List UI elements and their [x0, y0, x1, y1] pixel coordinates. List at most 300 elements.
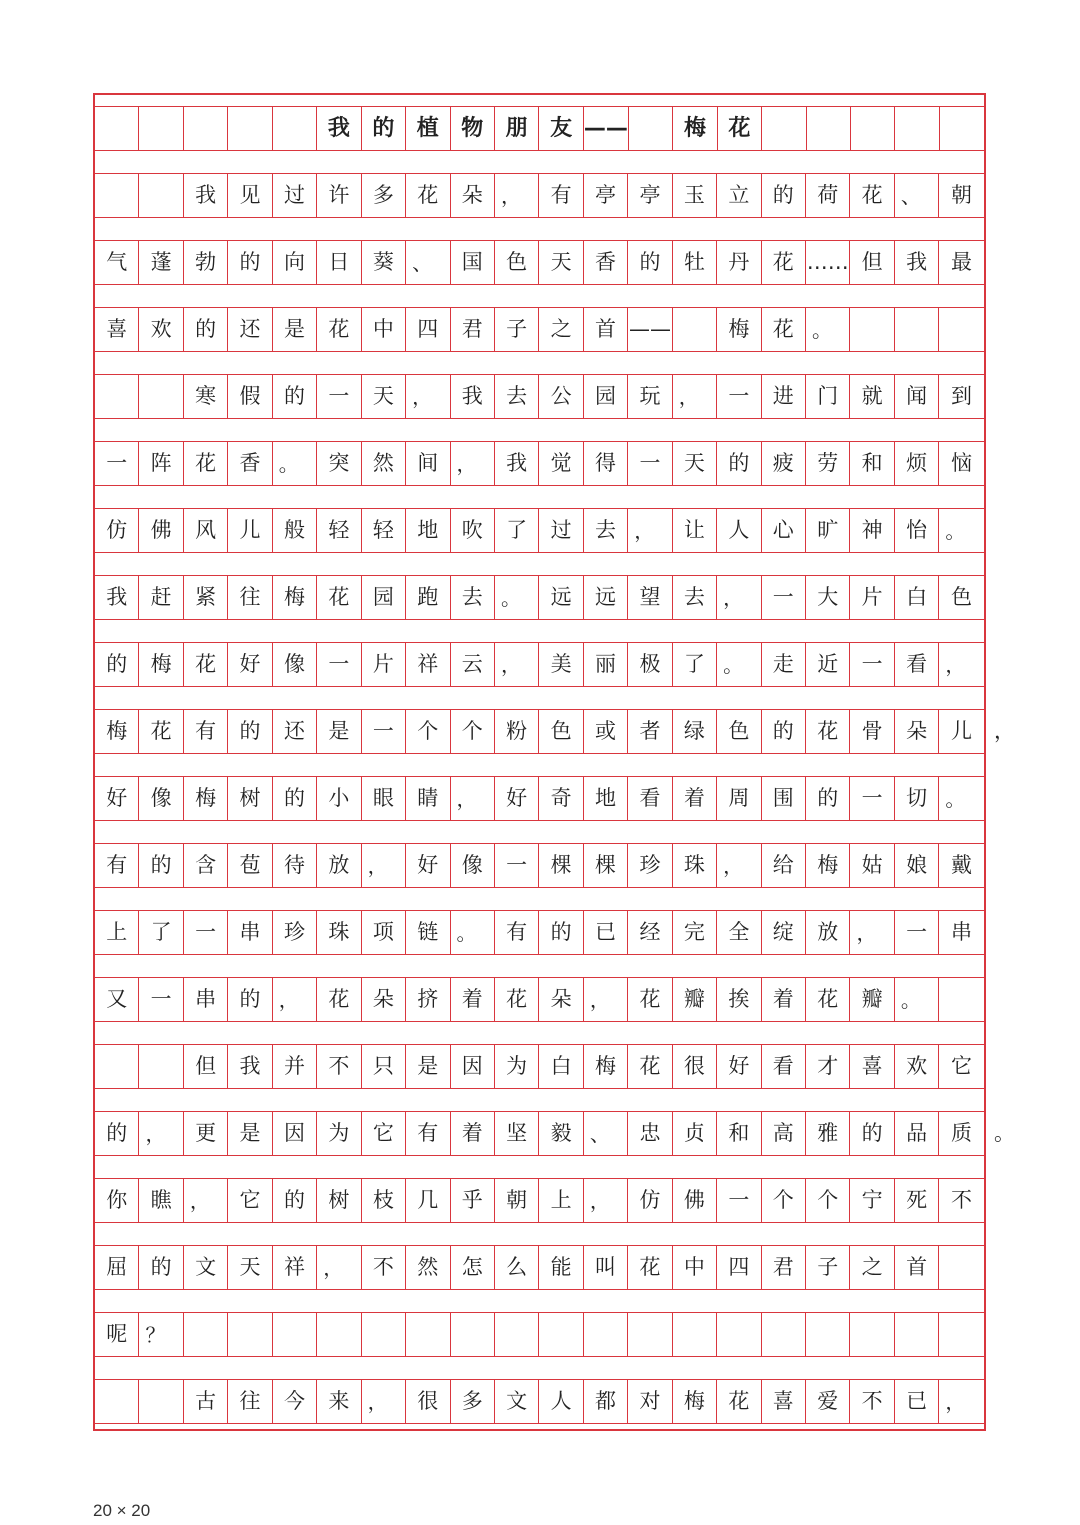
grid-cell: [362, 1313, 406, 1356]
grid-cell: 奇: [539, 777, 583, 820]
grid-cell: 有: [495, 911, 539, 954]
grid-cell: 几: [406, 1179, 450, 1222]
grid-cell: 欢: [895, 1045, 939, 1088]
grid-cell: [228, 1313, 272, 1356]
grid-cell: 梅: [673, 1380, 717, 1423]
grid-cell: 闻: [895, 375, 939, 418]
grid-cell: 往: [228, 1380, 272, 1423]
grid-row: [95, 1312, 984, 1357]
grid-cell: 花: [184, 643, 228, 686]
grid-cell: 完: [673, 911, 717, 954]
grid-cell: 色: [951, 585, 973, 609]
grid-cell: 疲: [762, 442, 806, 485]
grid-cell: [939, 1313, 983, 1356]
margin-punctuation: ，: [994, 718, 1015, 743]
grid-cell: 梅: [184, 777, 228, 820]
grid-cell: 雅: [806, 1112, 850, 1155]
grid-cell: 就: [850, 375, 894, 418]
grid-cell: 花: [850, 174, 894, 217]
grid-cell: [539, 1313, 583, 1356]
grid-cell: ，: [584, 978, 628, 1021]
grid-cell: ，: [317, 1246, 361, 1289]
grid-row: [95, 173, 984, 218]
grid-cell: 着: [673, 777, 717, 820]
grid-cell: 、: [895, 174, 939, 217]
grid-cell: 高: [762, 1112, 806, 1155]
grid-cell: 走: [762, 643, 806, 686]
grid-cell: ，: [717, 844, 761, 887]
grid-cell: 去: [495, 375, 539, 418]
grid-cell: 。: [945, 518, 966, 543]
grid-cell: 片: [362, 643, 406, 686]
grid-cell: 一: [762, 576, 806, 619]
grid-cell: 得: [584, 442, 628, 485]
grid-cell: 子: [806, 1246, 850, 1289]
grid-cell: 过: [539, 509, 583, 552]
grid-cell: 链: [406, 911, 450, 954]
grid-cell: 跑: [406, 576, 450, 619]
grid-cell: ，: [945, 1389, 966, 1414]
grid-cell: 了: [495, 509, 539, 552]
grid-cell: 的: [95, 1112, 139, 1155]
grid-cell: 朝: [495, 1179, 539, 1222]
grid-cell: 来: [317, 1380, 361, 1423]
grid-cell: 小: [317, 777, 361, 820]
grid-cell: 心: [762, 509, 806, 552]
grid-cell: 一: [850, 777, 894, 820]
grid-cell: [584, 1313, 628, 1356]
grid-cell: 一: [317, 643, 361, 686]
grid-cell: 我: [495, 442, 539, 485]
grid-cell: 它: [951, 1054, 973, 1078]
grid-cell: [95, 375, 139, 418]
grid-row: [95, 843, 984, 888]
margin-punctuation: 。: [994, 1120, 1015, 1145]
grid-cell: 的: [273, 375, 317, 418]
grid-cell: 睛: [406, 777, 450, 820]
grid-cell: 不: [951, 1188, 973, 1212]
grid-cell: 君: [451, 308, 495, 351]
grid-cell: 已: [584, 911, 628, 954]
grid-cell: 天: [673, 442, 717, 485]
grid-cell: 含: [184, 844, 228, 887]
grid-cell: 放: [806, 911, 850, 954]
grid-cell: 仿: [628, 1179, 672, 1222]
grid-cell: 祥: [273, 1246, 317, 1289]
grid-cell: [139, 107, 183, 150]
grid-cell: 亭: [584, 174, 628, 217]
grid-cell: 荷: [806, 174, 850, 217]
grid-cell: 一: [850, 643, 894, 686]
grid-cell: 乎: [451, 1179, 495, 1222]
grid-cell: 姑: [850, 844, 894, 887]
grid-cell: 才: [806, 1045, 850, 1088]
grid-cell: 远: [584, 576, 628, 619]
grid-cell: [895, 107, 939, 150]
grid-cell: 花: [495, 978, 539, 1021]
grid-cell: 我: [451, 375, 495, 418]
grid-cell: 看: [895, 643, 939, 686]
grid-cell: [406, 1313, 450, 1356]
grid-cell: 苞: [228, 844, 272, 887]
grid-cell: 和: [717, 1112, 761, 1155]
grid-cell: 一: [95, 442, 139, 485]
grid-row: [95, 106, 984, 151]
grid-cell: 。: [451, 911, 495, 954]
grid-cell: 色: [539, 710, 583, 753]
grid-cell: 门: [806, 375, 850, 418]
grid-cell: 然: [406, 1246, 450, 1289]
grid-cell: [228, 107, 272, 150]
grid-cell: 因: [273, 1112, 317, 1155]
grid-cell: 项: [362, 911, 406, 954]
grid-cell: 勃: [184, 241, 228, 284]
grid-cell: 它: [228, 1179, 272, 1222]
grid-cell: [850, 308, 894, 351]
grid-cell: 对: [628, 1380, 672, 1423]
grid-cell: ，: [362, 1380, 406, 1423]
grid-row: [95, 977, 984, 1022]
grid-cell: 瓣: [673, 978, 717, 1021]
grid-cell: 梅: [673, 107, 717, 150]
grid-cell: 然: [362, 442, 406, 485]
grid-cell: 个: [451, 710, 495, 753]
grid-cell: 很: [406, 1380, 450, 1423]
grid-cell: 天: [228, 1246, 272, 1289]
grid-cell: 的: [628, 241, 672, 284]
grid-cell: 还: [228, 308, 272, 351]
grid-cell: 友: [539, 107, 583, 150]
grid-cell: [139, 1045, 183, 1088]
grid-cell: 串: [228, 911, 272, 954]
grid-cell: 但: [184, 1045, 228, 1088]
grid-cell: 宁: [850, 1179, 894, 1222]
grid-cell: 的: [139, 1246, 183, 1289]
grid-cell: 许: [317, 174, 361, 217]
grid-cell: 。: [895, 978, 939, 1021]
grid-cell: ，: [673, 375, 717, 418]
grid-cell: 梅: [273, 576, 317, 619]
grid-cell: 假: [228, 375, 272, 418]
grid-cell: 。: [806, 308, 850, 351]
grid-cell: 远: [539, 576, 583, 619]
grid-cell: 、: [584, 1112, 628, 1155]
grid-cell: 棵: [539, 844, 583, 887]
grid-cell: 珠: [317, 911, 361, 954]
grid-cell: 欢: [139, 308, 183, 351]
grid-cell: 珍: [273, 911, 317, 954]
grid-cell: 品: [895, 1112, 939, 1155]
grid-cell: 古: [184, 1380, 228, 1423]
grid-cell: 去: [451, 576, 495, 619]
grid-cell: 个: [762, 1179, 806, 1222]
grid-cell: [495, 1313, 539, 1356]
grid-cell: 一: [717, 1179, 761, 1222]
grid-row: [95, 1379, 984, 1424]
grid-cell: 和: [850, 442, 894, 485]
grid-cell: 花: [628, 1246, 672, 1289]
grid-cell: 园: [584, 375, 628, 418]
grid-cell: 多: [362, 174, 406, 217]
grid-cell: 的: [139, 844, 183, 887]
grid-cell: 能: [539, 1246, 583, 1289]
grid-row: [95, 776, 984, 821]
grid-cell: 花: [317, 978, 361, 1021]
grid-cell: 待: [273, 844, 317, 887]
grid-cell: 是: [273, 308, 317, 351]
grid-cell: 花: [628, 978, 672, 1021]
grid-cell: 花: [762, 241, 806, 284]
composition-grid-sheet: [93, 93, 986, 1431]
grid-cell: 花: [628, 1045, 672, 1088]
grid-cell: 寒: [184, 375, 228, 418]
grid-cell: 中: [362, 308, 406, 351]
grid-cell: 云: [451, 643, 495, 686]
grid-cell: 过: [273, 174, 317, 217]
grid-cell: 全: [717, 911, 761, 954]
grid-cell: 向: [273, 241, 317, 284]
grid-cell: 不: [362, 1246, 406, 1289]
grid-cell: 但: [850, 241, 894, 284]
grid-row: [95, 1111, 984, 1156]
grid-cell: 色: [717, 710, 761, 753]
grid-cell: 文: [495, 1380, 539, 1423]
grid-cell: 朵: [539, 978, 583, 1021]
grid-cell: [895, 308, 939, 351]
grid-cell: 喜: [95, 308, 139, 351]
grid-cell: ，: [139, 1112, 183, 1155]
grid-cell: 花: [406, 174, 450, 217]
grid-cell: 的: [717, 442, 761, 485]
grid-cell: ，: [273, 978, 317, 1021]
grid-cell: 丹: [717, 241, 761, 284]
grid-cell: ？: [139, 1313, 183, 1356]
grid-cell: 的: [362, 107, 406, 150]
grid-cell: 你: [95, 1179, 139, 1222]
grid-cell: 树: [228, 777, 272, 820]
grid-cell: 去: [584, 509, 628, 552]
grid-cell: 文: [184, 1246, 228, 1289]
grid-cell: 间: [406, 442, 450, 485]
grid-cell: ，: [362, 844, 406, 887]
grid-cell: [95, 1045, 139, 1088]
grid-cell: 之: [850, 1246, 894, 1289]
grid-cell: 的: [806, 777, 850, 820]
grid-cell: 极: [628, 643, 672, 686]
grid-cell: 梅: [584, 1045, 628, 1088]
grid-cell: 忠: [628, 1112, 672, 1155]
grid-cell: 我: [228, 1045, 272, 1088]
grid-cell: 么: [495, 1246, 539, 1289]
grid-cell: 玉: [673, 174, 717, 217]
grid-cell: 瞧: [139, 1179, 183, 1222]
grid-cell: [939, 978, 983, 1021]
grid-cell: ，: [495, 643, 539, 686]
grid-cell: 或: [584, 710, 628, 753]
grid-cell: 中: [673, 1246, 717, 1289]
grid-cell: 好: [228, 643, 272, 686]
grid-cell: 香: [228, 442, 272, 485]
grid-cell: 物: [451, 107, 495, 150]
grid-cell: 很: [673, 1045, 717, 1088]
grid-cell: 它: [362, 1112, 406, 1155]
grid-cell: [851, 107, 895, 150]
grid-row: [95, 441, 984, 486]
grid-cell: 好: [95, 777, 139, 820]
grid-cell: [184, 107, 228, 150]
grid-cell: 的: [184, 308, 228, 351]
grid-cell: 骨: [850, 710, 894, 753]
grid-cell: 一: [717, 375, 761, 418]
grid-cell: 花: [139, 710, 183, 753]
grid-row: [95, 240, 984, 285]
grid-cell: 园: [362, 576, 406, 619]
grid-cell: 花: [317, 576, 361, 619]
grid-cell: [762, 107, 806, 150]
grid-cell: 屈: [95, 1246, 139, 1289]
grid-cell: [850, 1313, 894, 1356]
grid-row: [95, 709, 984, 754]
grid-row: [95, 642, 984, 687]
grid-cell: 的: [95, 643, 139, 686]
grid-cell: 好: [495, 777, 539, 820]
grid-cell: ，: [717, 576, 761, 619]
grid-cell: 是: [228, 1112, 272, 1155]
grid-cell: 梅: [95, 710, 139, 753]
grid-cell: 花: [717, 1380, 761, 1423]
grid-cell: 烦: [895, 442, 939, 485]
grid-cell: 有: [539, 174, 583, 217]
grid-cell: [807, 107, 851, 150]
grid-cell: 今: [273, 1380, 317, 1423]
grid-cell: 是: [406, 1045, 450, 1088]
grid-cell: ，: [406, 375, 450, 418]
grid-cell: 的: [539, 911, 583, 954]
grid-cell: 玩: [628, 375, 672, 418]
grid-cell: 棵: [584, 844, 628, 887]
grid-cell: 我: [184, 174, 228, 217]
grid-cell: 挨: [717, 978, 761, 1021]
grid-cell: 恼: [951, 451, 973, 475]
grid-cell: ，: [495, 174, 539, 217]
grid-cell: 周: [717, 777, 761, 820]
grid-cell: 。: [273, 442, 317, 485]
grid-cell: [451, 1313, 495, 1356]
grid-cell: [139, 375, 183, 418]
grid-cell: 放: [317, 844, 361, 887]
grid-cell: [273, 107, 317, 150]
grid-cell: 君: [762, 1246, 806, 1289]
grid-cell: 毅: [539, 1112, 583, 1155]
grid-cell: ，: [451, 442, 495, 485]
grid-cell: 花: [806, 978, 850, 1021]
grid-cell: [673, 308, 717, 351]
grid-cell: 、: [406, 241, 450, 284]
grid-cell: 怡: [895, 509, 939, 552]
grid-cell: 地: [406, 509, 450, 552]
grid-cell: 天: [539, 241, 583, 284]
grid-cell: [139, 1380, 183, 1423]
grid-cell: 日: [317, 241, 361, 284]
grid-cell: 植: [406, 107, 450, 150]
grid-cell: 四: [717, 1246, 761, 1289]
grid-cell: 地: [584, 777, 628, 820]
grid-cell: [317, 1313, 361, 1356]
grid-cell: 更: [184, 1112, 228, 1155]
grid-cell: 的: [228, 710, 272, 753]
grid-cell: 了: [673, 643, 717, 686]
grid-cell: 一: [139, 978, 183, 1021]
grid-cell: 大: [806, 576, 850, 619]
grid-cell: 眼: [362, 777, 406, 820]
grid-cell: 为: [495, 1045, 539, 1088]
grid-cell: 一: [495, 844, 539, 887]
grid-cell: [184, 1313, 228, 1356]
grid-cell: 气: [95, 241, 139, 284]
grid-cell: 的: [273, 777, 317, 820]
grid-cell: 像: [139, 777, 183, 820]
grid-cell: 上: [95, 911, 139, 954]
grid-row: [95, 1245, 984, 1290]
grid-cell: 珍: [628, 844, 672, 887]
grid-cell: [940, 107, 984, 150]
grid-cell: [628, 1313, 672, 1356]
grid-cell: 赶: [139, 576, 183, 619]
grid-cell: 着: [451, 978, 495, 1021]
grid-cell: 我: [317, 107, 361, 150]
grid-cell: 的: [273, 1179, 317, 1222]
grid-cell: 葵: [362, 241, 406, 284]
grid-cell: 香: [584, 241, 628, 284]
grid-row: [95, 374, 984, 419]
grid-row: [95, 1178, 984, 1223]
grid-cell: 四: [406, 308, 450, 351]
grid-cell: 串: [951, 920, 973, 944]
grid-cell: 亭: [628, 174, 672, 217]
grid-cell: [895, 1313, 939, 1356]
grid-cell: 的: [228, 978, 272, 1021]
grid-cell: 的: [228, 241, 272, 284]
grid-cell: 看: [628, 777, 672, 820]
grid-cell: 的: [850, 1112, 894, 1155]
grid-cell: ——: [628, 308, 672, 351]
grid-cell: 往: [228, 576, 272, 619]
grid-cell: ，: [184, 1179, 228, 1222]
grid-row: [95, 307, 984, 352]
grid-cell: 好: [406, 844, 450, 887]
grid-cell: 有: [406, 1112, 450, 1155]
grid-cell: 戴: [951, 853, 973, 877]
grid-cell: 的: [762, 174, 806, 217]
grid-cell: 子: [495, 308, 539, 351]
grid-cell: 。: [495, 576, 539, 619]
grid-cell: 轻: [362, 509, 406, 552]
grid-cell: 去: [673, 576, 717, 619]
grid-cell: 个: [406, 710, 450, 753]
grid-cell: [717, 1313, 761, 1356]
grid-cell: ，: [850, 911, 894, 954]
grid-cell: 一: [184, 911, 228, 954]
grid-cell: 的: [762, 710, 806, 753]
grid-cell: 突: [317, 442, 361, 485]
grid-cell: 花: [317, 308, 361, 351]
grid-cell: 枝: [362, 1179, 406, 1222]
grid-cell: 色: [495, 241, 539, 284]
grid-cell: 多: [451, 1380, 495, 1423]
grid-cell: 丽: [584, 643, 628, 686]
grid-cell: 了: [139, 911, 183, 954]
grid-cell: 花: [762, 308, 806, 351]
